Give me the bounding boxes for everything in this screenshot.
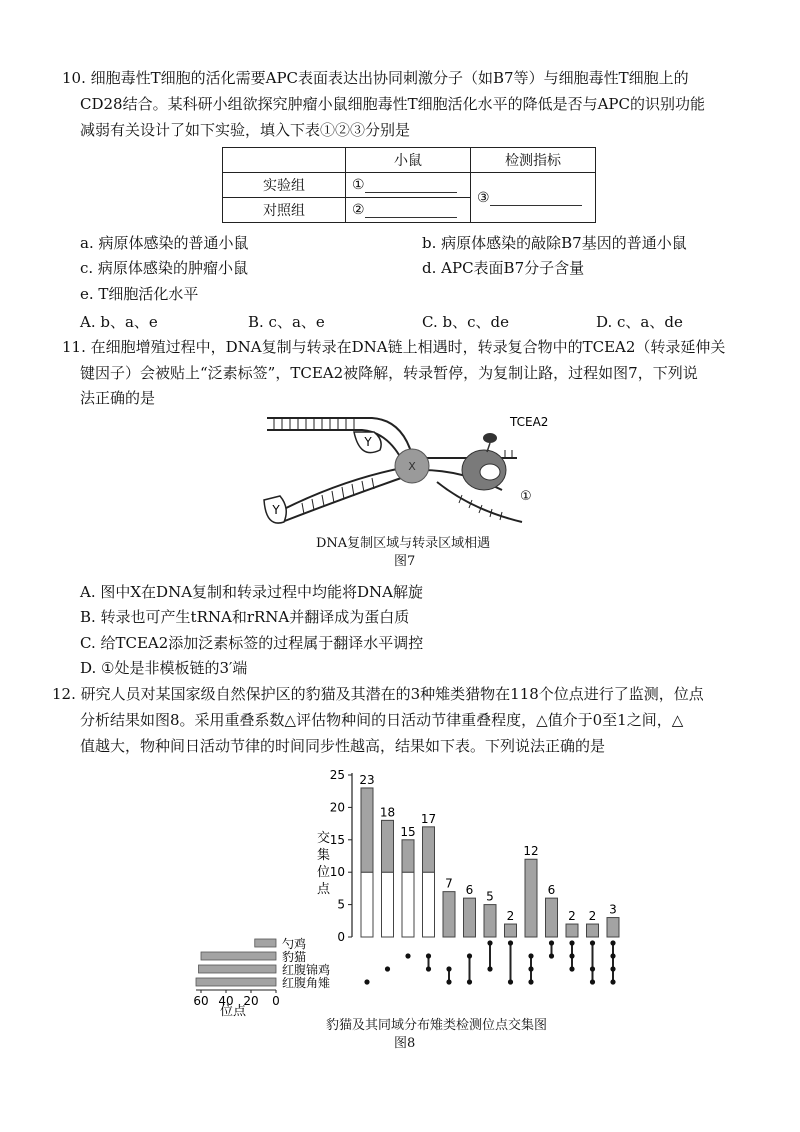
chart-bar-value-label: 18 bbox=[379, 805, 396, 820]
blank-marker-1: ① bbox=[352, 177, 365, 193]
set-size-tick-label: 0 bbox=[272, 994, 280, 1008]
q10-item-c: c. 病原体感染的肿瘤小鼠 bbox=[80, 259, 248, 277]
label-circle-1: ① bbox=[520, 489, 532, 504]
matrix-dot bbox=[508, 979, 513, 984]
matrix-dot bbox=[487, 966, 492, 971]
set-species-label: 勺鸡 bbox=[282, 937, 307, 951]
chart-bar-value-label: 2 bbox=[506, 909, 515, 924]
chart-bar-value-label: 3 bbox=[609, 902, 617, 917]
chart-bar bbox=[443, 892, 455, 937]
matrix-dot bbox=[446, 979, 451, 984]
chart-bar-value-label: 6 bbox=[547, 883, 556, 898]
label-tcea2: TCEA2 bbox=[510, 415, 549, 429]
set-size-bar bbox=[199, 965, 277, 973]
q10-item-e: e. T细胞活化水平 bbox=[80, 285, 199, 303]
matrix-dot bbox=[528, 953, 533, 958]
matrix-dot bbox=[487, 940, 492, 945]
q10-item-b: b. 病原体感染的敲除B7基因的普通小鼠 bbox=[422, 234, 687, 252]
matrix-dot bbox=[467, 979, 472, 984]
matrix-dot bbox=[590, 940, 595, 945]
chart-y-tick-label: 15 bbox=[329, 832, 345, 847]
matrix-dot bbox=[405, 953, 410, 958]
chart-bar bbox=[423, 827, 435, 872]
matrix-dot bbox=[569, 953, 574, 958]
figure-7-caption: DNA复制区域与转录区域相遇 bbox=[316, 536, 491, 551]
q11-stem-line2: 键因子）会被贴上“泛素标签”，TCEA2被降解，转录暂停，为复制让路，过程如图7，下列说 bbox=[80, 364, 698, 382]
figure-7-number: 图7 bbox=[394, 554, 416, 569]
table-row-control: 对照组 bbox=[223, 198, 346, 223]
chart-bar-value-label: 23 bbox=[359, 772, 375, 787]
q10-experiment-table bbox=[222, 147, 596, 223]
chart-bar-value-label: 2 bbox=[568, 909, 576, 924]
matrix-dot bbox=[528, 979, 533, 984]
table-cell-blank-3 bbox=[471, 173, 596, 223]
figure-8-number: 图8 bbox=[394, 1036, 416, 1051]
matrix-dot bbox=[590, 979, 595, 984]
chart-bar-lower bbox=[361, 872, 373, 937]
table-row-experiment: 实验组 bbox=[223, 173, 346, 198]
q11-stem-line1: 11. 在细胞增殖过程中，DNA复制与转录在DNA链上相遇时，转录复合物中的TCEA2（转录延伸关 bbox=[62, 338, 726, 356]
chart-bar-value-label: 6 bbox=[465, 883, 474, 898]
matrix-dot bbox=[610, 966, 615, 971]
chart-bar-value-label: 7 bbox=[445, 876, 453, 891]
chart-bar-lower bbox=[382, 872, 394, 937]
matrix-dot bbox=[508, 940, 513, 945]
chart-bar bbox=[505, 924, 517, 937]
chart-y-tick-label: 25 bbox=[329, 768, 345, 782]
q10-stem-line2: CD28结合。某科研小组欲探究肿瘤小鼠细胞毒性T细胞活化水平的降低是否与APC的识别功能 bbox=[80, 95, 706, 113]
set-size-tick-label: 60 bbox=[193, 994, 209, 1008]
q11-stem-line3: 法正确的是 bbox=[80, 389, 156, 407]
matrix-dot bbox=[569, 940, 574, 945]
q12-stem-line1: 12. 研究人员对某国家级自然保护区的豹猫及其潜在的3种雉类猎物在118个位点进行了监测，位点 bbox=[52, 685, 704, 703]
answer-blank-2[interactable] bbox=[365, 203, 457, 218]
q10-item-a: a. 病原体感染的普通小鼠 bbox=[80, 234, 249, 252]
chart-bar bbox=[525, 859, 537, 937]
q10-option-d[interactable]: D. c、a、de bbox=[596, 313, 683, 331]
matrix-dot bbox=[549, 953, 554, 958]
chart-bar bbox=[587, 924, 599, 937]
chart-y-tick-label: 0 bbox=[337, 930, 345, 944]
chart-bar bbox=[361, 788, 373, 872]
chart-bar bbox=[546, 898, 558, 937]
chart-bar-lower bbox=[423, 872, 435, 937]
table-cell-blank-2 bbox=[346, 198, 471, 223]
chart-ylabel: 交集位点 bbox=[317, 831, 331, 897]
table-header-mouse: 小鼠 bbox=[346, 148, 471, 173]
chart-bar bbox=[382, 820, 394, 872]
label-y-lower: Y bbox=[272, 503, 280, 517]
q10-option-a[interactable]: A. b、a、e bbox=[80, 313, 158, 331]
set-species-label: 豹猫 bbox=[282, 950, 307, 964]
q11-option-c[interactable]: C. 给TCEA2添加泛素标签的过程属于翻译水平调控 bbox=[80, 634, 424, 652]
set-size-bar bbox=[255, 939, 276, 947]
q10-item-d: d. APC表面B7分子含量 bbox=[422, 259, 585, 277]
chart-bar bbox=[607, 918, 619, 937]
q11-option-a[interactable]: A. 图中X在DNA复制和转录过程中均能将DNA解旋 bbox=[80, 583, 424, 601]
chart-bar bbox=[566, 924, 578, 937]
chart-set-axis-label: 位点 bbox=[220, 1004, 247, 1019]
matrix-dot bbox=[364, 979, 369, 984]
chart-y-tick-label: 10 bbox=[329, 865, 345, 880]
matrix-dot bbox=[610, 953, 615, 958]
chart-bar-value-label: 2 bbox=[588, 909, 597, 924]
set-species-label: 红腹锦鸡 bbox=[282, 963, 331, 977]
matrix-dot bbox=[426, 966, 431, 971]
chart-y-tick-label: 20 bbox=[329, 800, 345, 815]
chart-bar bbox=[464, 898, 476, 937]
set-size-tick-label: 40 bbox=[218, 994, 234, 1008]
blank-marker-3: ③ bbox=[477, 189, 490, 206]
chart-bar-lower bbox=[402, 872, 414, 937]
answer-blank-1[interactable] bbox=[365, 178, 457, 193]
figure-8-caption: 豹猫及其同域分布雉类检测位点交集图 bbox=[326, 1018, 548, 1033]
chart-bar-value-label: 5 bbox=[486, 889, 494, 904]
matrix-dot bbox=[610, 940, 615, 945]
q12-stem-line2: 分析结果如图8。采用重叠系数△评估物种间的日活动节律重叠程度，△值介于0至1之间，△ bbox=[80, 711, 684, 729]
answer-blank-3[interactable] bbox=[490, 191, 582, 206]
q11-option-d[interactable]: D. ①处是非模板链的3′端 bbox=[80, 659, 248, 677]
q10-option-c[interactable]: C. b、c、de bbox=[422, 313, 509, 331]
q11-option-b[interactable]: B. 转录也可产生tRNA和rRNA并翻译成为蛋白质 bbox=[80, 608, 410, 626]
label-y-upper: Y bbox=[364, 435, 372, 449]
chart-bar-value-label: 12 bbox=[523, 844, 539, 859]
matrix-dot bbox=[569, 966, 574, 971]
set-size-tick-label: 20 bbox=[243, 994, 259, 1008]
matrix-dot bbox=[590, 966, 595, 971]
table-corner-cell bbox=[223, 148, 346, 173]
matrix-dot bbox=[549, 940, 554, 945]
set-species-label: 红腹角雉 bbox=[282, 976, 331, 990]
blank-marker-2: ② bbox=[352, 202, 365, 218]
matrix-dot bbox=[467, 953, 472, 958]
set-size-bar bbox=[196, 978, 276, 986]
matrix-dot bbox=[528, 966, 533, 971]
q10-stem-line3: 减弱有关设计了如下实验，填入下表①②③分别是 bbox=[80, 121, 411, 139]
label-x: X bbox=[408, 460, 416, 473]
chart-bar-value-label: 15 bbox=[400, 824, 416, 839]
table-header-indicator: 检测指标 bbox=[471, 148, 596, 173]
q10-option-b[interactable]: B. c、a、e bbox=[248, 313, 325, 331]
matrix-dot bbox=[610, 979, 615, 984]
chart-y-tick-label: 5 bbox=[337, 897, 345, 912]
set-size-bar bbox=[201, 952, 276, 960]
chart-bar-value-label: 17 bbox=[420, 811, 437, 826]
q12-stem-line3: 值越大，物种间日活动节律的时间同步性越高，结果如下表。下列说法正确的是 bbox=[80, 737, 606, 755]
matrix-dot bbox=[446, 966, 451, 971]
q10-stem-line1: 10. 细胞毒性T细胞的活化需要APC表面表达出协同刺激分子（如B7等）与细胞毒性T细胞上的 bbox=[62, 69, 689, 87]
matrix-dot bbox=[426, 953, 431, 958]
chart-bar bbox=[402, 840, 414, 872]
figure-7-dna-diagram bbox=[262, 410, 552, 540]
figure-8-upset-chart bbox=[180, 760, 640, 1030]
matrix-dot bbox=[385, 966, 390, 971]
chart-bar bbox=[484, 905, 496, 937]
table-cell-blank-1 bbox=[346, 173, 471, 198]
